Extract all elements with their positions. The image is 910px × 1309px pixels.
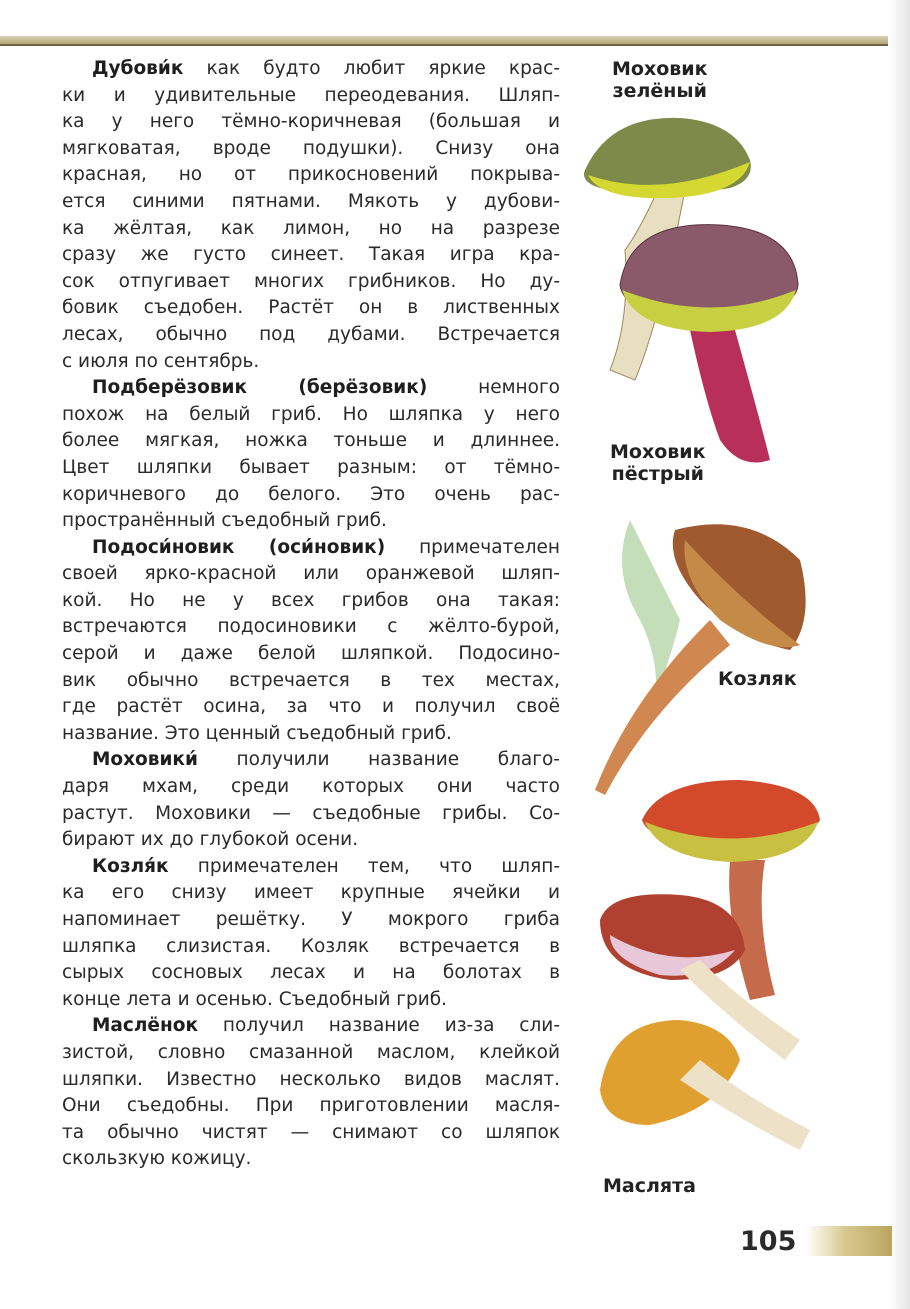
paragraph-line: серой и даже белой шляпкой. Подосино-: [62, 643, 560, 665]
body-text: [62, 56, 560, 1173]
paragraph-line: лесах, обычно под дубами. Встречается: [62, 323, 560, 345]
page-edge-shadow: [888, 0, 910, 1309]
header-rule: [0, 44, 888, 46]
paragraph-text: получил название из-за сли-: [198, 1015, 560, 1037]
paragraph-term: Маслёнок: [92, 1015, 199, 1037]
paragraph-line: зистой, словно смазанной маслом, клейкой: [62, 1041, 560, 1063]
caption-line: Моховик: [610, 441, 706, 463]
page-number: 105: [740, 1226, 797, 1257]
paragraph-first-line: [62, 1013, 560, 1040]
paragraph-line: коричневого до белого. Это очень рас-: [62, 483, 560, 505]
paragraph-line: более мягкая, ножка тоньше и длиннее.: [62, 430, 560, 452]
caption-line: пёстрый: [611, 463, 704, 485]
paragraph-first-line: [62, 56, 560, 83]
paragraph-line: та обычно чистят — снимают со шляпок: [62, 1121, 560, 1143]
paragraph-line: сок отпугивает многих грибников. Но ду-: [62, 270, 560, 292]
paragraph-line: бирают их до глубокой осени.: [62, 829, 359, 851]
paragraph-line: ки и удивительные переодевания. Шляп-: [62, 84, 560, 106]
paragraph-line: шляпка слизистая. Козляк встречается в: [62, 935, 560, 957]
paragraph-first-line: [62, 747, 560, 774]
paragraph-first-line: [62, 854, 560, 881]
paragraph-line: конце лета и осенью. Съедобный гриб.: [62, 988, 448, 1010]
paragraph-term: Моховики́: [92, 749, 198, 771]
paragraph-line: с июля по сентябрь.: [62, 350, 260, 372]
paragraph-line: сырых сосновых лесах и на болотах в: [62, 962, 560, 984]
paragraph-line: ка жёлтая, как лимон, но на разрезе: [62, 217, 560, 239]
caption-variegated-moss-mushroom: [610, 441, 706, 485]
header-band: [0, 36, 888, 44]
page-number-bar: [806, 1226, 892, 1256]
paragraph-line: название. Это ценный съедобный гриб.: [62, 722, 452, 744]
paragraph-text: как будто любит яркие крас-: [183, 58, 560, 79]
maslyata-mushroom-image: [600, 894, 810, 1150]
caption-line: зелёный: [612, 80, 707, 102]
paragraph-line: ется синими пятнами. Мякоть у дубови-: [62, 190, 560, 212]
paragraph-line: даря мхам, среди которых они часто: [62, 776, 560, 798]
paragraph-line: растут. Моховики — съедобные грибы. Со-: [62, 802, 560, 824]
caption-kozlyak: Козляк: [718, 668, 797, 690]
paragraph-first-line: [62, 535, 560, 562]
mushroom-illustrations: [570, 100, 840, 1220]
paragraph-line: ка его снизу имеет крупные ячейки и: [62, 882, 560, 904]
paragraph-term: Подоси́новик (оси́новик): [92, 536, 386, 558]
paragraph-line: кой. Но не у всех грибов она такая:: [62, 589, 560, 611]
paragraph-text: получили название благо-: [197, 749, 560, 771]
paragraph-term: Подберёзовик (берёзовик): [92, 377, 428, 399]
paragraph-text: примечателен: [385, 536, 561, 558]
paragraph-line: своей ярко-красной или оранжевой шляп-: [62, 563, 560, 585]
paragraph-line: похож на белый гриб. Но шляпка у него: [62, 403, 560, 425]
paragraph-line: Они съедобны. При приготовлении масля-: [62, 1095, 560, 1117]
paragraph-text: немного: [427, 377, 560, 399]
paragraph-term: Козля́к: [92, 855, 169, 877]
kozlyak-mushroom-image: [595, 520, 806, 795]
paragraph-line: встречаются подосиновики с жёлто-бурой,: [62, 616, 560, 638]
paragraph-line: ка у него тёмно-коричневая (большая и: [62, 111, 560, 133]
paragraph-line: бовик съедобен. Растёт он в лиственных: [62, 297, 560, 319]
paragraph-term: Дубови́к: [92, 58, 184, 79]
paragraph-line: где растёт осина, за что и получил своё: [62, 696, 560, 718]
paragraph-line: вик обычно встречается в тех местах,: [62, 669, 560, 691]
paragraph-line: напоминает решётку. У мокрого гриба: [62, 909, 560, 930]
caption-line: Моховик: [612, 58, 708, 80]
caption-green-moss-mushroom: [612, 58, 708, 102]
paragraph-line: красная, но от прикосновений покрыва-: [62, 164, 560, 186]
paragraph-line: сразу же густо синеет. Такая игра кра-: [62, 244, 560, 266]
paragraph-first-line: [62, 375, 560, 402]
paragraph-text: примечателен тем, что шляп-: [168, 855, 560, 877]
paragraph-line: шляпки. Известно несколько видов маслят.: [62, 1068, 560, 1090]
paragraph-line: пространённый съедобный гриб.: [62, 510, 387, 532]
paragraph-line: Цвет шляпки бывает разным: от тёмно-: [62, 456, 560, 478]
paragraph-line: мягковатая, вроде подушки). Снизу она: [62, 137, 560, 159]
caption-maslyata: Маслята: [603, 1175, 696, 1197]
paragraph-line: скользкую кожицу.: [62, 1148, 252, 1170]
